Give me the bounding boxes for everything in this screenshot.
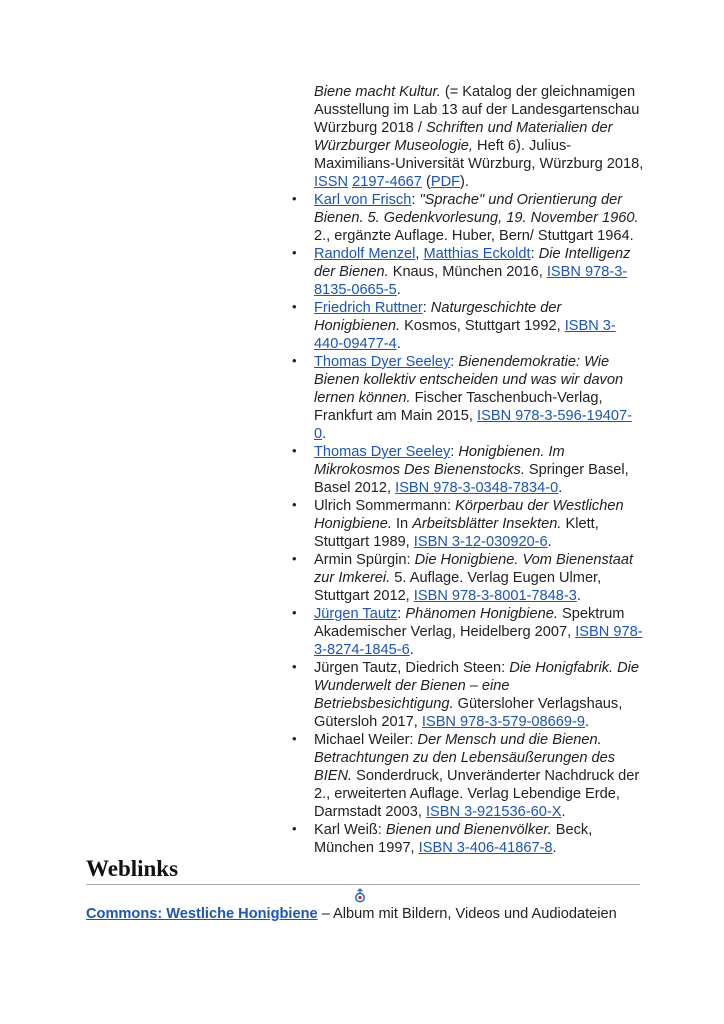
book-title: Die Intelligenz der Bienen. [314, 246, 631, 280]
separator: , [415, 246, 424, 262]
reference-item [292, 731, 644, 821]
reference-item [292, 659, 644, 731]
publication-info: Kosmos, Stuttgart 1992, [400, 318, 565, 334]
commons-link[interactable]: Commons: Westliche Honigbiene [86, 906, 318, 922]
issn-link[interactable]: ISSN [314, 174, 349, 190]
separator: : [450, 354, 459, 370]
book-title: Die Honigbiene. Vom Bienenstaat zur Imkerei. [314, 552, 634, 586]
period: . [409, 642, 414, 658]
publication-info: Knaus, München 2016, [388, 264, 547, 280]
bullet: • [292, 191, 297, 206]
bullet: • [292, 299, 297, 314]
reference-item [292, 353, 644, 443]
book-title: Phänomen Honigbiene. [405, 606, 558, 622]
bullet: • [292, 245, 297, 260]
period: . [396, 282, 401, 298]
isbn-link[interactable]: ISBN 3-12-030920-6 [413, 534, 548, 550]
isbn-link[interactable]: ISBN 978-3-8274-1845-6 [314, 624, 643, 658]
separator: : [397, 606, 406, 622]
bullet: • [292, 443, 297, 458]
isbn-link[interactable]: ISBN 978-3-8135-0665-5 [314, 264, 628, 298]
isbn-link[interactable]: ISBN 978-3-8001-7848-3 [413, 588, 577, 604]
paren-open: ( [421, 174, 431, 190]
author-link[interactable]: Karl von Frisch [314, 192, 412, 208]
isbn-link[interactable]: ISBN 978-3-579-08669-9 [421, 714, 585, 730]
isbn-link[interactable]: ISBN 978-3-596-19407-0 [314, 408, 632, 442]
author-link[interactable]: Jürgen Tautz [314, 606, 398, 622]
publication-info: 2., ergänzte Auflage. Huber, Bern/ Stuttgart 1964. [314, 228, 634, 244]
reference-item [292, 245, 644, 299]
book-title: Der Mensch und die Bienen. Betrachtungen zu den Lebensäußerungen des BIEN. [314, 732, 616, 784]
period: . [396, 336, 401, 352]
reference-item [292, 443, 644, 497]
reference-item [292, 497, 644, 551]
book-title: "Sprache" und Orientierung der Bienen. 5. Gedenkvorlesung, 19. November 1960. [314, 192, 639, 226]
bullet: • [292, 353, 297, 368]
bullet: • [292, 731, 297, 746]
author-link[interactable]: Thomas Dyer Seeley [314, 444, 451, 460]
bullet: • [292, 551, 297, 566]
reference-list [292, 191, 644, 857]
reference-item [292, 821, 644, 857]
isbn-link[interactable]: ISBN 3-440-09477-4 [314, 318, 616, 352]
author-link[interactable]: Friedrich Ruttner [314, 300, 423, 316]
isbn-link[interactable]: ISBN 3-921536-60-X [425, 804, 562, 820]
separator: : [411, 192, 420, 208]
book-title: Bienen und Bienenvölker. [385, 822, 552, 838]
author-text: Ulrich Sommermann: [314, 498, 456, 514]
period: . [552, 840, 557, 856]
bullet: • [292, 497, 297, 512]
bullet: • [292, 821, 297, 836]
bibliography-column [292, 83, 644, 857]
book-title: Körperbau der Westlichen Honigbiene. [314, 498, 624, 532]
period: . [558, 480, 563, 496]
weblinks-heading: Weblinks [86, 856, 179, 881]
series-title: Arbeitsblätter Insekten. [412, 516, 562, 532]
issn-number-link[interactable]: 2197-4667 [352, 174, 422, 190]
period: . [576, 588, 581, 604]
author-link[interactable]: Thomas Dyer Seeley [314, 354, 451, 370]
bullet: • [292, 605, 297, 620]
isbn-link[interactable]: ISBN 978-3-0348-7834-0 [395, 480, 559, 496]
intro-publisher: Heft 6). Julius-Maximilians-Universität Würzburg, Würzburg 2018, [314, 138, 644, 172]
publication-info: Sonderdruck, Unveränderter Nachdruck der 2., erweiterten Auflage. Verlag Lebendige Erde, Darmstadt 2003, [314, 768, 640, 820]
reference-item [292, 605, 644, 659]
author-text: Jürgen Tautz, Diedrich Steen: [314, 660, 510, 676]
intro-series: Schriften und Materialien der Würzburger Museologie, [314, 120, 613, 154]
pdf-link[interactable]: PDF [430, 174, 461, 190]
wikimedia-commons-icon [352, 888, 368, 904]
reference-item [292, 191, 644, 245]
period: . [547, 534, 552, 550]
book-title: Naturgeschichte der Honigbienen. [314, 300, 562, 334]
author-text: Karl Weiß: [314, 822, 386, 838]
author-text: Armin Spürgin: [314, 552, 415, 568]
book-title: Bienendemokratie: Wie Bienen kollektiv entscheiden und was wir davon lernen können. [314, 354, 624, 406]
reference-item [292, 299, 644, 353]
separator: : [450, 444, 459, 460]
paren-close: ). [460, 174, 469, 190]
separator: : [530, 246, 539, 262]
intro-entry [314, 83, 644, 191]
publication-info: Springer Basel, Basel 2012, [314, 462, 629, 496]
author-link[interactable]: Matthias Eckoldt [423, 246, 531, 262]
period: . [322, 426, 327, 442]
book-title: Honigbienen. Im Mikrokosmos Des Bienenstocks. [314, 444, 565, 478]
publication-info: 5. Auflage. Verlag Eugen Ulmer, Stuttgart 2012, [314, 570, 602, 604]
isbn-link[interactable]: ISBN 3-406-41867-8 [418, 840, 553, 856]
intro-text: (= Katalog der gleichnamigen Ausstellung im Lab 13 auf der Landesgartenschau Würzburg 2018 / [314, 84, 640, 136]
publication-info: Klett, Stuttgart 1989, [314, 516, 599, 550]
period: . [584, 714, 590, 730]
publication-info: In [391, 516, 413, 532]
bullet: • [292, 659, 297, 674]
reference-item [292, 551, 644, 605]
commons-description: – Album mit Bildern, Videos und Audiodateien [317, 906, 617, 922]
intro-title: Biene macht Kultur. [314, 84, 441, 100]
commons-entry [86, 905, 617, 923]
book-title: Die Honigfabrik. Die Wunderwelt der Bienen – eine Betriebsbesichtigung. [314, 660, 640, 712]
author-text: Michael Weiler: [314, 732, 418, 748]
publication-info: Beck, München 1997, [314, 822, 593, 856]
heading-divider [86, 884, 640, 885]
separator: : [422, 300, 431, 316]
publication-info: Gütersloher Verlagshaus, Gütersloh 2017, [314, 696, 623, 730]
publication-info: Fischer Taschenbuch-Verlag, Frankfurt am Main 2015, [314, 390, 603, 424]
publication-info: Spektrum Akademischer Verlag, Heidelberg 2007, [314, 606, 625, 640]
author-link[interactable]: Randolf Menzel [314, 246, 416, 262]
period: . [561, 804, 566, 820]
